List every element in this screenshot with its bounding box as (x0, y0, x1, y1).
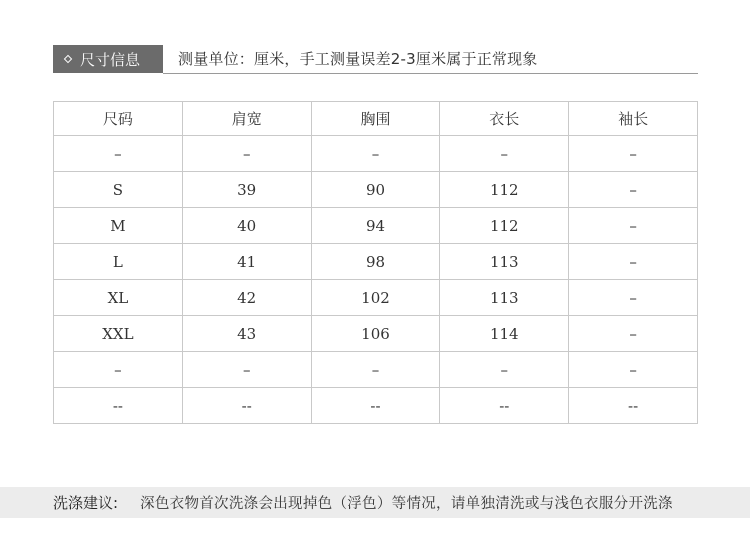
table-cell: 114 (440, 316, 569, 352)
table-cell: -- (311, 388, 440, 424)
table-row (54, 244, 698, 280)
table-cell: – (569, 280, 698, 316)
table-cell: XL (54, 280, 183, 316)
table-cell: 102 (311, 280, 440, 316)
section-tag (53, 45, 163, 73)
table-cell: – (569, 316, 698, 352)
table-cell: – (182, 136, 311, 172)
table-cell: -- (569, 388, 698, 424)
table-cell: 40 (182, 208, 311, 244)
table-row (54, 316, 698, 352)
table-cell: 42 (182, 280, 311, 316)
table-cell: 113 (440, 280, 569, 316)
table-cell: 112 (440, 208, 569, 244)
table-body (54, 136, 698, 424)
table-cell: – (569, 136, 698, 172)
diamond-icon (64, 55, 72, 63)
table-cell: – (311, 352, 440, 388)
column-header-sleeve: 袖长 (569, 102, 698, 136)
care-advice-label: 洗涤建议: (53, 494, 119, 512)
table-cell: -- (182, 388, 311, 424)
table-cell: – (182, 352, 311, 388)
table-cell: 94 (311, 208, 440, 244)
table-cell: 39 (182, 172, 311, 208)
table-cell: – (440, 352, 569, 388)
table-cell: S (54, 172, 183, 208)
table-cell: 112 (440, 172, 569, 208)
table-cell: 113 (440, 244, 569, 280)
table-row (54, 136, 698, 172)
table-cell: – (311, 136, 440, 172)
table-row (54, 352, 698, 388)
header-divider (163, 73, 698, 74)
table-cell: M (54, 208, 183, 244)
table-cell: – (54, 136, 183, 172)
table-cell: 90 (311, 172, 440, 208)
table-cell: – (569, 208, 698, 244)
table-cell: 43 (182, 316, 311, 352)
table-cell: 41 (182, 244, 311, 280)
table-cell: -- (54, 388, 183, 424)
size-table (53, 101, 698, 424)
table-cell: – (440, 136, 569, 172)
table-cell: – (569, 244, 698, 280)
column-header-shoulder: 肩宽 (182, 102, 311, 136)
table-cell: -- (440, 388, 569, 424)
table-cell: 106 (311, 316, 440, 352)
care-advice-text: 深色衣物首次洗涤会出现掉色（浮色）等情况，请单独清洗或与浅色衣服分开洗涤 (140, 496, 673, 512)
section-tag-label: 尺寸信息 (80, 50, 141, 69)
table-cell: 98 (311, 244, 440, 280)
table-cell: – (54, 352, 183, 388)
table-cell: – (569, 172, 698, 208)
table-row (54, 208, 698, 244)
table-cell: – (569, 352, 698, 388)
table-row (54, 280, 698, 316)
table-cell: L (54, 244, 183, 280)
table-header-row (54, 102, 698, 136)
care-advice-bar (0, 487, 750, 518)
measurement-note: 测量单位：厘米，手工测量误差2-3厘米属于正常现象 (178, 50, 538, 68)
table-row (54, 172, 698, 208)
column-header-chest: 胸围 (311, 102, 440, 136)
column-header-size: 尺码 (54, 102, 183, 136)
column-header-length: 衣长 (440, 102, 569, 136)
table-cell: XXL (54, 316, 183, 352)
table-row (54, 388, 698, 424)
